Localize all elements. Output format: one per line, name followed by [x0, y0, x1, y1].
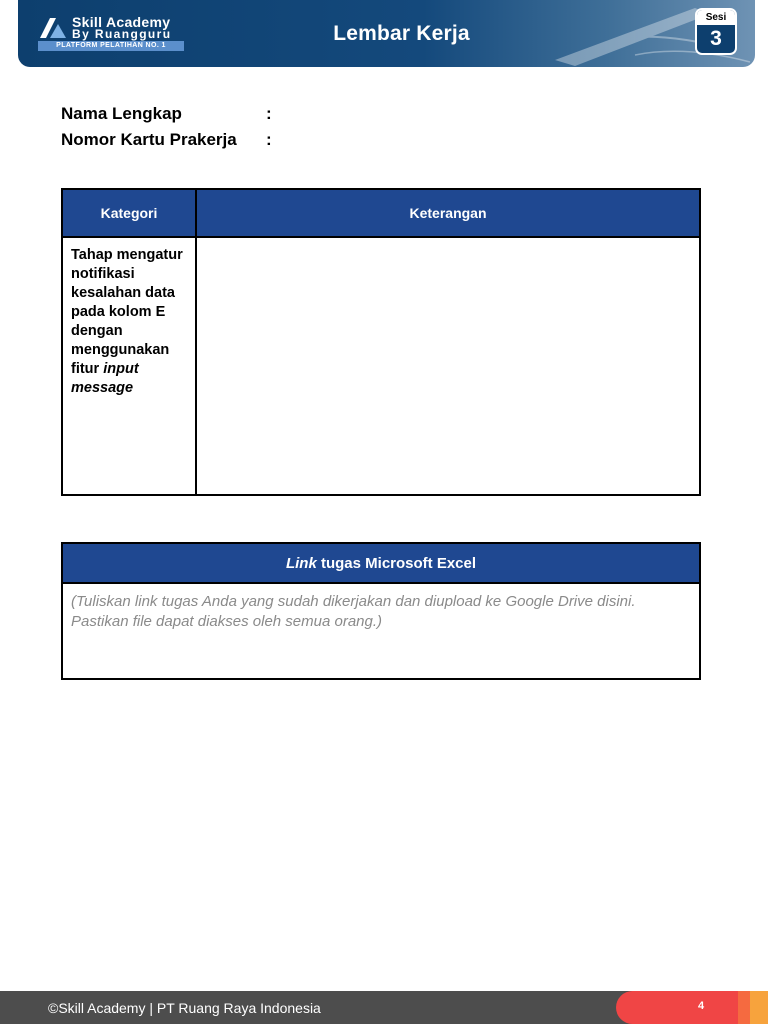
brand-subname: By Ruangguru — [72, 27, 172, 41]
session-label: Sesi — [697, 10, 735, 25]
full-name-colon: : — [266, 104, 272, 123]
footer-stripe — [750, 991, 768, 1024]
excel-link-header-italic: Link — [285, 554, 317, 572]
excel-link-header — [62, 543, 700, 583]
footer-bar — [0, 991, 768, 1024]
page-number: 4 — [698, 1000, 705, 1012]
prakerja-card-label: Nomor Kartu Prakerja — [61, 130, 237, 149]
category-header: Kategori — [62, 189, 196, 237]
category-cell — [62, 237, 196, 495]
worksheet-table — [61, 188, 701, 496]
description-header: Keterangan — [196, 189, 700, 237]
brand-tagline: PLATFORM PELATIHAN NO. 1 — [38, 41, 184, 51]
brand-name: Skill Academy — [72, 14, 171, 30]
prakerja-card-field[interactable] — [61, 130, 272, 150]
excel-link-table — [61, 542, 701, 680]
excel-link-input[interactable]: (Tuliskan link tugas Anda yang sudah dikerjakan dan diupload ke Google Drive disini. Pastikan file dapat diakses oleh semua orang.) — [62, 583, 700, 679]
category-text: Tahap mengatur notifikasi kesalahan data pada kolom E dengan menggunakan fitur — [71, 247, 183, 377]
page-title: Lembar Kerja — [333, 22, 470, 45]
session-number: 3 — [710, 27, 722, 50]
header-banner — [18, 0, 755, 67]
full-name-label: Nama Lengkap — [61, 104, 182, 123]
prakerja-card-colon: : — [266, 130, 272, 149]
session-badge — [695, 8, 737, 55]
footer-copyright: ©Skill Academy | PT Ruang Raya Indonesia — [48, 1000, 321, 1016]
footer-stripe — [738, 991, 750, 1024]
page-number-pill — [616, 991, 768, 1024]
excel-link-header-text: tugas Microsoft Excel — [316, 554, 477, 572]
description-cell[interactable] — [196, 237, 700, 495]
full-name-field[interactable] — [61, 104, 272, 124]
category-text-italic: input message — [71, 361, 139, 396]
